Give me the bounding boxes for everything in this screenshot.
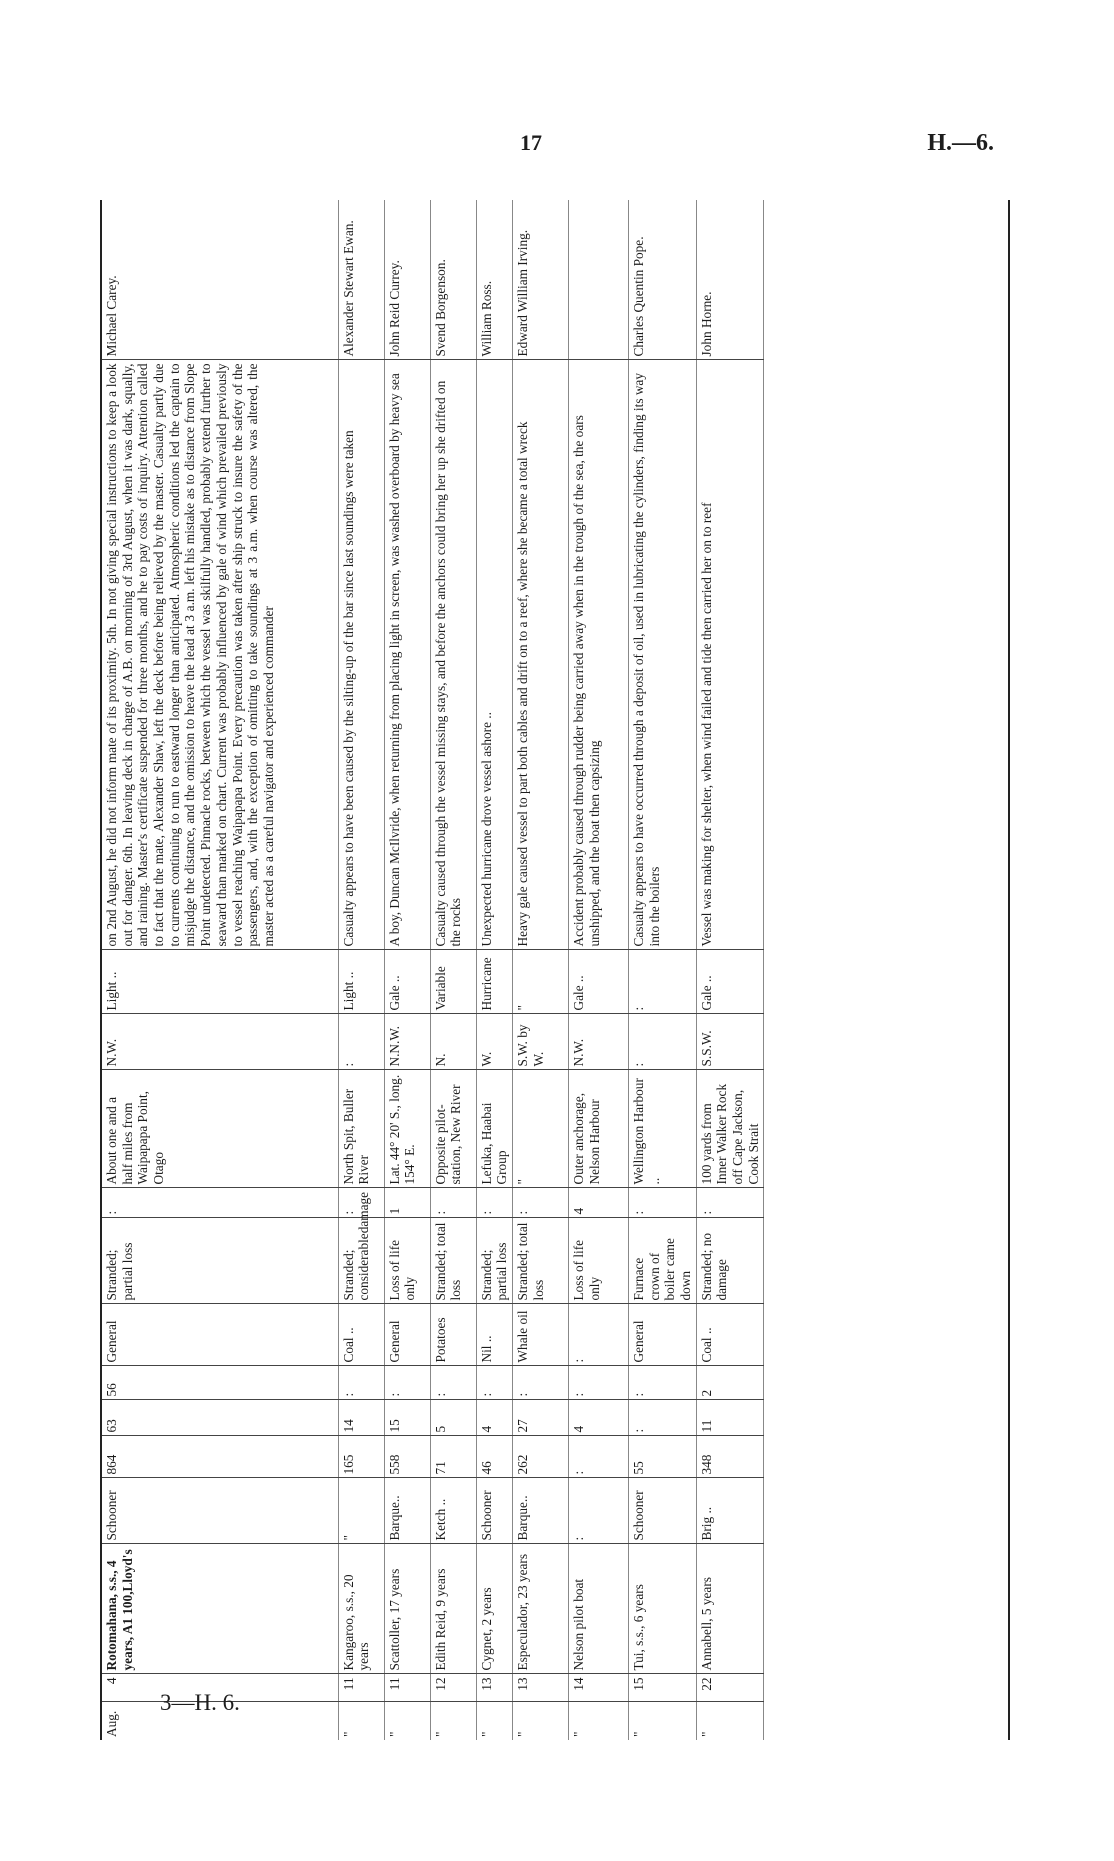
crew: 5 [430, 1400, 476, 1436]
wind-force: Gale .. [384, 950, 430, 1014]
lives-lost: : [696, 1188, 764, 1218]
wind-force: Light .. [100, 950, 338, 1014]
cargo: Nil .. [476, 1304, 512, 1366]
month: " [514, 1731, 530, 1737]
rig: Brig .. [696, 1478, 764, 1544]
cause: Unexpected hurricane drove vessel ashore .. [476, 360, 512, 950]
month: " [386, 1731, 402, 1737]
vessel: Kangaroo, s.s., 20 years [338, 1544, 384, 1674]
master: Svend Borgenson. [430, 200, 476, 360]
day: 11 [338, 1674, 384, 1702]
lives-lost: : [628, 1188, 696, 1218]
crew: 4 [568, 1400, 628, 1436]
wind-force: Gale .. [696, 950, 764, 1014]
table-row [512, 200, 568, 1740]
month: " [432, 1731, 448, 1737]
rig: Ketch .. [430, 1478, 476, 1544]
passengers: : [628, 1366, 696, 1400]
rig: Barque.. [512, 1478, 568, 1544]
page-number: 17 [520, 130, 542, 155]
cause: Casualty appears to have been caused by the silting-up of the bar since last soundings were taken [338, 360, 384, 950]
cargo: Coal .. [696, 1304, 764, 1366]
cause: Casualty caused through the vessel missing stays, and before the anchors could bring her up she drifted on the rocks [430, 360, 476, 950]
day: 13 [476, 1674, 512, 1702]
cause: on 2nd August, he did not inform mate of its proximity. 5th. In not giving special instructions to keep a look out for danger. 6th. In leaving deck in charge of A.B. on morning of 3rd August, when it was dark, squally, and raining. Master's certificate suspended for three months, and he to pay costs of inquiry. Attention called to fact that the mate, Alexander Shaw, left the deck before being relieved by the master. Casualty partly due to currents continuing to run to eastward longer than anticipated. Atmospheric conditions led the captain to misjudge the distance, and the omission to heave the lead at 3 a.m. left his mistake as to distance from Slope Point undetected. Pinnacle rocks, between which the vessel was skilfully handled, probably extend further to seaward than marked on chart. Current was probably influenced by gale of wind which prevailed previously to vessel reaching Waipapapa Point. Every precaution was taken after ship struck to insure the safety of the passengers, and, with the exception of omitting to take soundings at 3 a.m. when course was altered, the master acted as a careful navigator and experienced commander [100, 360, 338, 950]
tons: 864 [100, 1436, 338, 1478]
cause: A boy, Duncan McIlvride, when returning from placing light in screen, was washed overboard by heavy sea [384, 360, 430, 950]
tons: 55 [628, 1436, 696, 1478]
rig: Schooner [476, 1478, 512, 1544]
day: 14 [568, 1674, 628, 1702]
table-row [338, 200, 384, 1740]
damage: Stranded; total loss [430, 1218, 476, 1304]
damage: Stranded; total loss [512, 1218, 568, 1304]
cargo: Whale oil [512, 1304, 568, 1366]
passengers: : [512, 1366, 568, 1400]
wind-force: : [628, 950, 696, 1014]
lives-lost: : [100, 1188, 338, 1218]
table-frame-bottom [1008, 200, 1010, 1740]
passengers: : [430, 1366, 476, 1400]
damage: Stranded; partial loss [476, 1218, 512, 1304]
month: " [570, 1731, 586, 1737]
master: John Reid Currey. [384, 200, 430, 360]
master: Michael Carey. [100, 200, 338, 360]
lives-lost: 1 [384, 1188, 430, 1218]
document-code: H.—6. [927, 130, 994, 156]
place: Lat. 44° 20' S., long. 154° E. [384, 1070, 430, 1188]
master: Charles Quentin Pope. [628, 200, 696, 360]
table-row [476, 200, 512, 1740]
master: William Ross. [476, 200, 512, 360]
tons: 558 [384, 1436, 430, 1478]
table-row [696, 200, 764, 1740]
day: 12 [430, 1674, 476, 1702]
passengers: : [568, 1366, 628, 1400]
damage: Stranded; partial loss [100, 1218, 338, 1304]
vessel: Nelson pilot boat [568, 1544, 628, 1674]
rig: Schooner [100, 1478, 338, 1544]
crew: 11 [696, 1400, 764, 1436]
lives-lost: 4 [568, 1188, 628, 1218]
cargo: Potatoes [430, 1304, 476, 1366]
wind-force: Variable [430, 950, 476, 1014]
passengers: 2 [696, 1366, 764, 1400]
rig: Schooner [628, 1478, 696, 1544]
wind-force: Light .. [338, 950, 384, 1014]
tons: 46 [476, 1436, 512, 1478]
cargo: General [384, 1304, 430, 1366]
crew: 15 [384, 1400, 430, 1436]
day: 22 [696, 1674, 764, 1702]
place: About one and a half miles from Waipapapa Point, Otago [100, 1070, 338, 1188]
tons: 262 [512, 1436, 568, 1478]
wind-direction: S.S.W. [696, 1014, 764, 1070]
month: Aug. [104, 1710, 119, 1737]
tons: 348 [696, 1436, 764, 1478]
lives-lost: : [430, 1188, 476, 1218]
wind-force: " [512, 950, 568, 1014]
master: Edward William Irving. [512, 200, 568, 360]
table-row [568, 200, 628, 1740]
month: " [478, 1731, 494, 1737]
sheet-signature-mark: 3—H. 6. [160, 1690, 240, 1715]
place: 100 yards from Inner Walker Rock off Cape Jackson, Cook Strait [696, 1070, 764, 1188]
cargo: Coal .. [338, 1304, 384, 1366]
vessel: Especulador, 23 years [512, 1544, 568, 1674]
month: " [630, 1731, 646, 1737]
day: 4 [100, 1674, 338, 1702]
tons: : [568, 1436, 628, 1478]
passengers: : [338, 1366, 384, 1400]
day: 11 [384, 1674, 430, 1702]
place: " [512, 1070, 568, 1188]
table-row [430, 200, 476, 1740]
place: Outer anchorage, Nelson Harbour [568, 1070, 628, 1188]
table-row [384, 200, 430, 1740]
wind-force: Gale .. [568, 950, 628, 1014]
damage: Loss of life only [384, 1218, 430, 1304]
cargo: General [628, 1304, 696, 1366]
place: Lefuka, Haabai Group [476, 1070, 512, 1188]
damage: Stranded; no damage [696, 1218, 764, 1304]
vessel: Tui, s.s., 6 years [628, 1544, 696, 1674]
master [568, 200, 628, 360]
passengers: : [384, 1366, 430, 1400]
wind-direction: W. [476, 1014, 512, 1070]
crew: 27 [512, 1400, 568, 1436]
place: Wellington Harbour .. [628, 1070, 696, 1188]
place: Opposite pilot-station, New River [430, 1070, 476, 1188]
vessel: Edith Reid, 9 years [430, 1544, 476, 1674]
rig: " [338, 1478, 384, 1544]
wind-direction: : [628, 1014, 696, 1070]
vessel: Rotomahana, s.s., 4 years, A1 100,Lloyd's [100, 1544, 338, 1674]
cargo: General [100, 1304, 338, 1366]
vessel: Scattoller, 17 years [384, 1544, 430, 1674]
crew: 14 [338, 1400, 384, 1436]
damage: Stranded; considerabledamage [338, 1218, 384, 1304]
tons: 71 [430, 1436, 476, 1478]
rig: : [568, 1478, 628, 1544]
table-frame-top [100, 200, 102, 1740]
passengers: 56 [100, 1366, 338, 1400]
month: " [340, 1731, 356, 1737]
wind-direction: N.W. [568, 1014, 628, 1070]
cause: Accident probably caused through rudder being carried away when in the trough of the sea, the oars unshipped, and the boat then capsizing [568, 360, 628, 950]
damage: Loss of life only [568, 1218, 628, 1304]
casualty-rows [100, 200, 764, 1740]
passengers: : [476, 1366, 512, 1400]
master: John Horne. [696, 200, 764, 360]
month: " [698, 1731, 714, 1737]
wind-direction: S.W. by W. [512, 1014, 568, 1070]
cause: Casualty appears to have occurred through a deposit of oil, used in lubricating the cylinders, finding its way into the boilers [628, 360, 696, 950]
wind-direction: N. [430, 1014, 476, 1070]
casualty-table [100, 200, 1010, 1740]
crew: 63 [100, 1400, 338, 1436]
rig: Barque.. [384, 1478, 430, 1544]
master: Alexander Stewart Ewan. [338, 200, 384, 360]
cargo: : [568, 1304, 628, 1366]
cause: Vessel was making for shelter, when wind failed and tide then carried her on to reef [696, 360, 764, 950]
lives-lost: : [476, 1188, 512, 1218]
wind-force: Hurricane [476, 950, 512, 1014]
wind-direction: : [338, 1014, 384, 1070]
day: 13 [512, 1674, 568, 1702]
tons: 165 [338, 1436, 384, 1478]
wind-direction: N.W. [100, 1014, 338, 1070]
table-row [100, 200, 338, 1740]
lives-lost: : [338, 1188, 384, 1218]
lives-lost: : [512, 1188, 568, 1218]
vessel: Annabell, 5 years [696, 1544, 764, 1674]
cause: Heavy gale caused vessel to part both cables and drift on to a reef, where she became a total wreck [512, 360, 568, 950]
place: North Spit, Buller River [338, 1070, 384, 1188]
crew: : [628, 1400, 696, 1436]
crew: 4 [476, 1400, 512, 1436]
damage: Furnace crown of boiler came down [628, 1218, 696, 1304]
vessel: Cygnet, 2 years [476, 1544, 512, 1674]
wind-direction: N.N.W. [384, 1014, 430, 1070]
day: 15 [628, 1674, 696, 1702]
table-row [628, 200, 696, 1740]
